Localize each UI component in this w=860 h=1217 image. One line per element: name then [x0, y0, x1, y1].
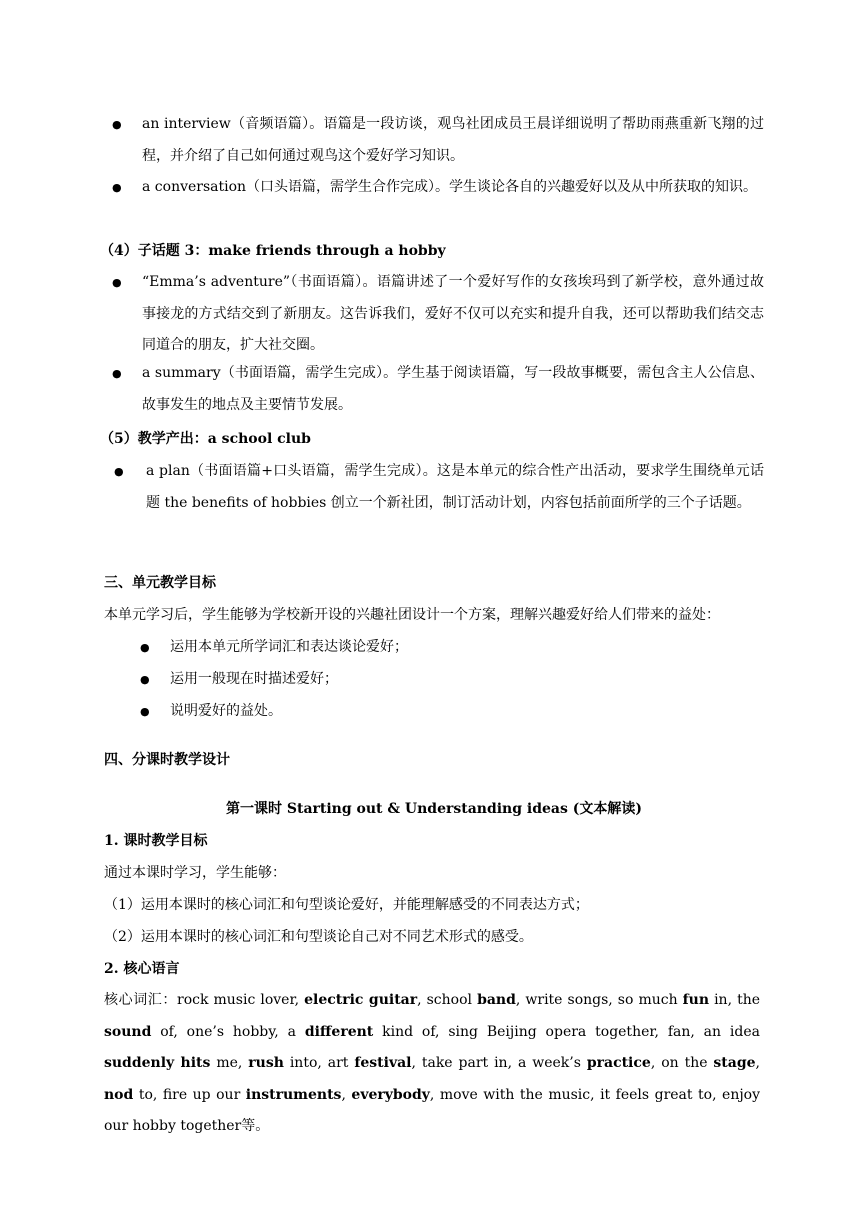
vocab-term-bold: stage [713, 1055, 756, 1071]
objective-1: （1）运用本课时的核心词汇和句型谈论爱好，并能理解感受的不同表达方式； [104, 897, 589, 913]
vocab-term: , write songs, so much [515, 992, 683, 1008]
section-heading: 四、分课时教学设计 [104, 752, 230, 768]
vocab-term-bold: festival [354, 1055, 412, 1071]
goal-text: ● 说明爱好的益处。 [170, 703, 282, 719]
vocab-term: , [755, 1055, 760, 1071]
vocab-term-bold: rush [248, 1055, 284, 1071]
vocab-term: kind of, sing Beijing opera together, fan, an idea [373, 1023, 760, 1040]
subtopic-heading: （5）教学产出：a school club [100, 431, 311, 447]
section-intro: 本单元学习后，学生能够为学校新开设的兴趣社团设计一个方案，理解兴趣爱好给人们带来的益处： [104, 607, 720, 623]
vocab-label: 核心词汇： [104, 992, 177, 1008]
vocab-term: , school [417, 992, 478, 1008]
list-item [112, 267, 764, 362]
vocab-term-bold: fun [682, 992, 710, 1008]
goal-item [140, 696, 760, 728]
list-item [112, 358, 764, 421]
vocab-term-bold: electric guitar [304, 992, 418, 1008]
language-heading: 2. 核心语言 [104, 961, 180, 977]
vocab-term: me, [210, 1055, 249, 1071]
vocab-term: to, fire up our [133, 1086, 246, 1103]
vocab-term: , move with the music, it feels great to, enjoy our hobby together [104, 1086, 761, 1134]
list-item [112, 172, 764, 204]
list-item-text: ● “Emma’s adventure”（书面语篇）。语篇讲述了一个爱好写作的女孩埃玛到了新学校，意外通过故事接龙的方式结交到了新朋友。这告诉我们，爱好不仅可以充实和提升自我，还可以帮助我们结交志同道合的朋友，扩大社交圈。 [142, 274, 764, 353]
goal-text: ● 运用本单元所学词汇和表达谈论爱好； [170, 639, 408, 655]
goal-text: ● 运用一般现在时描述爱好； [170, 671, 338, 687]
vocab-term: , [341, 1086, 352, 1103]
list-item-text: ● a summary（书面语篇，需学生完成）。学生基于阅读语篇，写一段故事概要，需包含主人公信息、故事发生的地点及主要情节发展。 [142, 365, 764, 413]
list-item-text: ● a plan（书面语篇+口头语篇，需学生完成）。这是本单元的综合性产出活动，要求学生围绕单元话题 the benefits of hobbies 创立一个新社团，制订活动计划，内容包括前面所学的三个子话题。 [146, 463, 764, 511]
vocab-term-bold: band [477, 992, 516, 1008]
list-item-text: ● an interview（音频语篇）。语篇是一段访谈，观鸟社团成员王晨详细说明了帮助雨燕重新飞翔的过程，并介绍了自己如何通过观鸟这个爱好学习知识。 [142, 116, 764, 164]
list-item [112, 109, 764, 172]
vocab-term: of, one’s hobby, a [151, 1023, 305, 1040]
vocab-term: , take part in, a week’s [411, 1055, 587, 1071]
vocab-term: in, the [709, 992, 761, 1008]
lesson-title: 第一课时 Starting out & Understanding ideas (文本解读) [226, 801, 642, 817]
list-item [114, 456, 764, 519]
vocab-term-bold: instruments [245, 1086, 342, 1103]
vocab-term-bold: practice [586, 1055, 651, 1071]
vocab-term: 等。 [241, 1118, 270, 1134]
section-heading: 三、单元教学目标 [104, 575, 216, 591]
goal-item [140, 632, 760, 664]
goal-item [140, 664, 760, 696]
vocabulary-paragraph [104, 985, 760, 1143]
vocab-term-bold: suddenly hits [104, 1055, 211, 1071]
vocab-term-bold: nod [104, 1086, 134, 1103]
vocab-term: , on the [650, 1055, 714, 1071]
vocab-term-bold: everybody [351, 1086, 430, 1103]
subtopic-heading: （4）子话题 3：make friends through a hobby [100, 243, 446, 259]
vocab-term: into, art [283, 1055, 355, 1071]
vocab-term: rock music lover, [177, 992, 305, 1008]
list-item-text: ● a conversation（口头语篇，需学生合作完成）。学生谈论各自的兴趣爱好以及从中所获取的知识。 [142, 179, 758, 195]
objective-intro: 通过本课时学习，学生能够： [104, 865, 286, 881]
vocab-term-bold: different [304, 1023, 374, 1040]
objective-heading: 1. 课时教学目标 [104, 833, 208, 849]
objective-2: （2）运用本课时的核心词汇和句型谈论自己对不同艺术形式的感受。 [104, 929, 533, 945]
vocab-term-bold: sound [104, 1023, 152, 1040]
